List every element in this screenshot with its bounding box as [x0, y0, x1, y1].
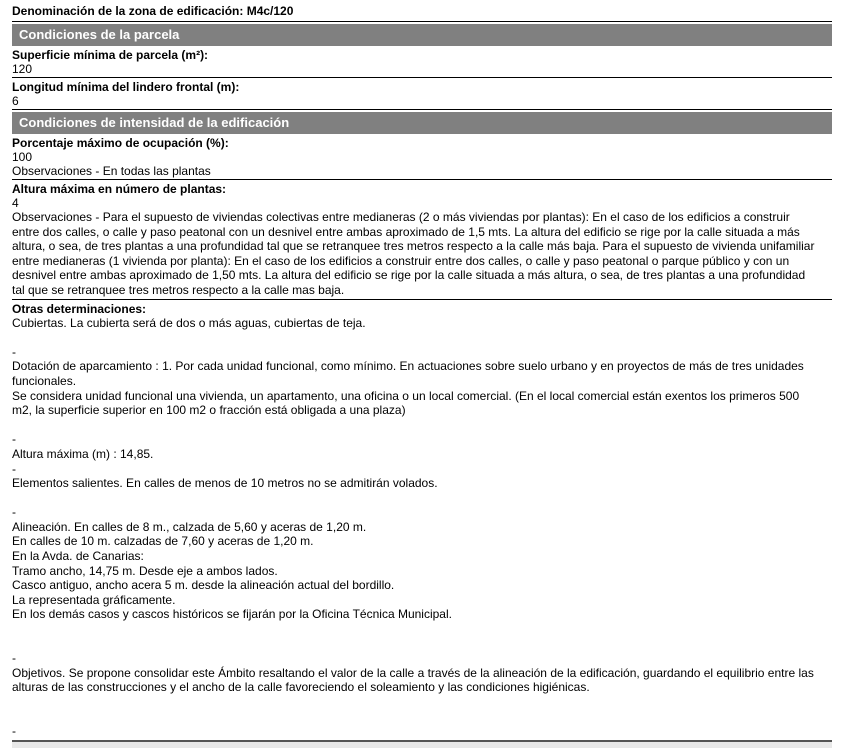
otras-line: -: [12, 461, 16, 476]
otras-line: -: [12, 344, 16, 359]
otras-line: [12, 695, 832, 710]
field-otras-determinaciones: [12, 300, 832, 742]
field-value: 6: [12, 94, 19, 108]
field-observaciones: [12, 210, 832, 298]
field-value: 120: [12, 62, 33, 76]
otras-line: m2, la superficie superior en 100 m2 o fracción está obligada a una plaza): [12, 403, 406, 418]
otras-line: Dotación de aparcamiento : 1. Por cada unidad funcional, como mínimo. En actuaciones sobre suelo urbano y en proyectos de más de tres unidades: [12, 359, 804, 374]
otras-line: Objetivos. Se propone consolidar este Ámbito resaltando el valor de la calle a través de la alineación de la edificación, guardando el equilibrio entre las: [12, 665, 814, 680]
otras-line: [12, 710, 832, 725]
observaciones-line: tal que se retranquee tres metros respecto a la calle mas baja.: [12, 282, 345, 297]
observaciones-line: desnivel entre ambas aproximado de 1,50 mts. La altura del edificio se rige por la calle situada a más altura, o sea, de tres plantas a una profundidad: [12, 268, 806, 283]
otras-line: [12, 418, 832, 433]
field-lindero-frontal: [12, 78, 832, 110]
otras-line: Altura máxima (m) : 14,85.: [12, 446, 154, 461]
field-label: Otras determinaciones:: [12, 301, 147, 316]
field-altura-plantas: [12, 180, 832, 300]
observaciones-line: entre dos calles, o calle y paso peatonal con un desnivel entre ambas aproximado de 1,5 mts. La altura del edificio se rige por la calle situada a más: [12, 224, 800, 239]
otras-line: La representada gráficamente.: [12, 592, 176, 607]
otras-line: [12, 637, 832, 652]
otras-line: Se considera unidad funcional una vivienda, un apartamento, una oficina o un local comercial. (En el local comercial están exentos los primeros 500: [12, 388, 800, 403]
otras-line: En la Avda. de Canarias:: [12, 549, 144, 564]
otras-line: Elementos salientes. En calles de menos de 10 metros no se admitirán volados.: [12, 476, 438, 491]
otras-line: [12, 491, 832, 506]
otras-line: alturas de las construcciones y el ancho de la calle favoreciendo el soleamiento y las condiciones higiénicas.: [12, 680, 590, 695]
otras-line: -: [12, 505, 16, 520]
otras-line: funcionales.: [12, 373, 77, 388]
field-superficie-minima: [12, 46, 832, 78]
observaciones-line: altura, o sea, de tres plantas a una profundidad tal que se retranquee tres metros respecto a la calle más baja. Para el supuesto de vivienda unifamiliar: [12, 239, 815, 254]
field-porcentaje-ocupacion: [12, 134, 832, 180]
otras-line: Cubiertas. La cubierta será de dos o más aguas, cubiertas de teja.: [12, 315, 366, 330]
field-label: Altura máxima en número de plantas:: [12, 182, 227, 196]
otras-line: -: [12, 651, 16, 666]
otras-line: [12, 330, 832, 345]
otras-line: -: [12, 432, 16, 447]
field-label: Longitud mínima del lindero frontal (m):: [12, 80, 240, 94]
otras-line: Tramo ancho, 14,75 m. Desde eje a ambos lados.: [12, 563, 278, 578]
field-value: 4: [12, 196, 19, 210]
otras-line: En calles de 10 m. calzadas de 7,60 y aceras de 1,20 m.: [12, 534, 314, 549]
otras-line: En los demás casos y cascos históricos se fijarán por la Oficina Técnica Municipal.: [12, 607, 452, 622]
field-label: Porcentaje máximo de ocupación (%):: [12, 136, 229, 150]
observaciones-line: Observaciones - Para el supuesto de viviendas colectivas entre medianeras (2 o más viviendas por plantas): En el caso de los edificios a construir: [12, 210, 790, 224]
otras-line: Alineación. En calles de 8 m., calzada de 5,60 y aceras de 1,20 m.: [12, 519, 367, 534]
field-observaciones: Observaciones - En todas las plantas: [12, 164, 211, 178]
otras-line: Casco antiguo, ancho acera 5 m. desde la alineación actual del bordillo.: [12, 578, 395, 593]
otras-line: -: [12, 724, 16, 739]
observaciones-line: entre medianeras (1 vivienda por planta): En el caso de los edificios a construir entre dos calles, o calle y paso peatonal o parque público y con un: [12, 253, 790, 268]
section-header-parcela: Condiciones de la parcela: [12, 24, 832, 46]
zone-title: Denominación de la zona de edificación: M4c/120: [12, 0, 832, 22]
document-page: [12, 0, 832, 748]
field-label: Superficie mínima de parcela (m²):: [12, 48, 209, 62]
otras-lines: [12, 316, 832, 739]
otras-line: [12, 622, 832, 637]
field-value: 100: [12, 150, 33, 164]
section-header-intensidad: Condiciones de intensidad de la edificación: [12, 112, 832, 134]
